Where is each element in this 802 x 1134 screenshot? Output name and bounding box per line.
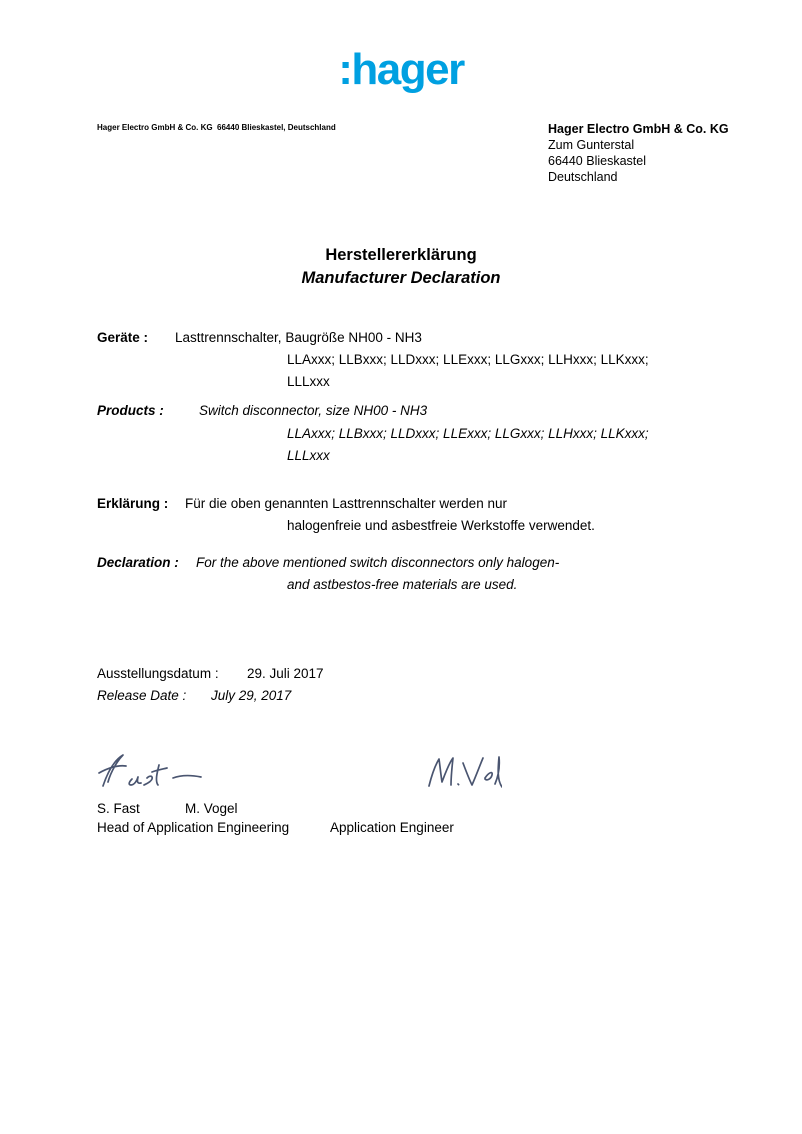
devices-models-line1-de: LLAxxx; LLBxxx; LLDxxx; LLExxx; LLGxxx; LLHxxx; LLKxxx; xyxy=(287,352,649,367)
sender-line: Hager Electro GmbH & Co. KG 66440 Blieskastel, Deutschland xyxy=(97,123,336,132)
devices-desc-de: Lasttrennschalter, Baugröße NH00 - NH3 xyxy=(175,330,422,345)
devices-label-de: Geräte : xyxy=(97,330,149,345)
declaration-line1-de: Für die oben genannten Lasttrennschalter werden nur xyxy=(185,496,507,511)
title-english: Manufacturer Declaration xyxy=(301,269,501,287)
declaration-label-de: Erklärung : xyxy=(97,496,169,511)
signature-s-fast-image xyxy=(95,750,210,801)
declaration-line2-de: halogenfreie und asbestfreie Werkstoffe verwendet. xyxy=(287,518,595,533)
products-label-en: Products : xyxy=(97,403,164,418)
title-german: Herstellererklärung xyxy=(325,246,477,264)
issue-date-label-de: Ausstellungsdatum : xyxy=(97,666,219,681)
address-company: Hager Electro GmbH & Co. KG xyxy=(548,122,729,136)
signatory-name-2: M. Vogel xyxy=(185,801,238,816)
devices-models-line2-de: LLLxxx xyxy=(287,374,330,389)
signature-m-vogel-image xyxy=(424,748,502,805)
hager-logo: :hager xyxy=(338,45,464,94)
products-models-line2-en: LLLxxx xyxy=(287,448,330,463)
declaration-label-en: Declaration : xyxy=(97,555,179,570)
declaration-line1-en: For the above mentioned switch disconnectors only halogen- xyxy=(196,555,560,570)
address-block xyxy=(548,121,729,185)
declaration-line2-en: and astbestos-free materials are used. xyxy=(287,577,518,592)
issue-date-value-de: 29. Juli 2017 xyxy=(247,666,324,681)
address-country: Deutschland xyxy=(548,170,618,184)
signatory-role-1: Head of Application Engineering xyxy=(97,820,290,835)
issue-date-value-en: July 29, 2017 xyxy=(211,688,292,703)
products-models-line1-en: LLAxxx; LLBxxx; LLDxxx; LLExxx; LLGxxx; LLHxxx; LLKxxx; xyxy=(287,426,649,441)
signatory-role-2: Application Engineer xyxy=(330,820,454,835)
address-postal-city: 66440 Blieskastel xyxy=(548,154,646,168)
products-desc-en: Switch disconnector, size NH00 - NH3 xyxy=(199,403,428,418)
signatory-name-1: S. Fast xyxy=(97,801,140,816)
issue-date-label-en: Release Date : xyxy=(97,688,187,703)
address-street: Zum Gunterstal xyxy=(548,138,635,152)
